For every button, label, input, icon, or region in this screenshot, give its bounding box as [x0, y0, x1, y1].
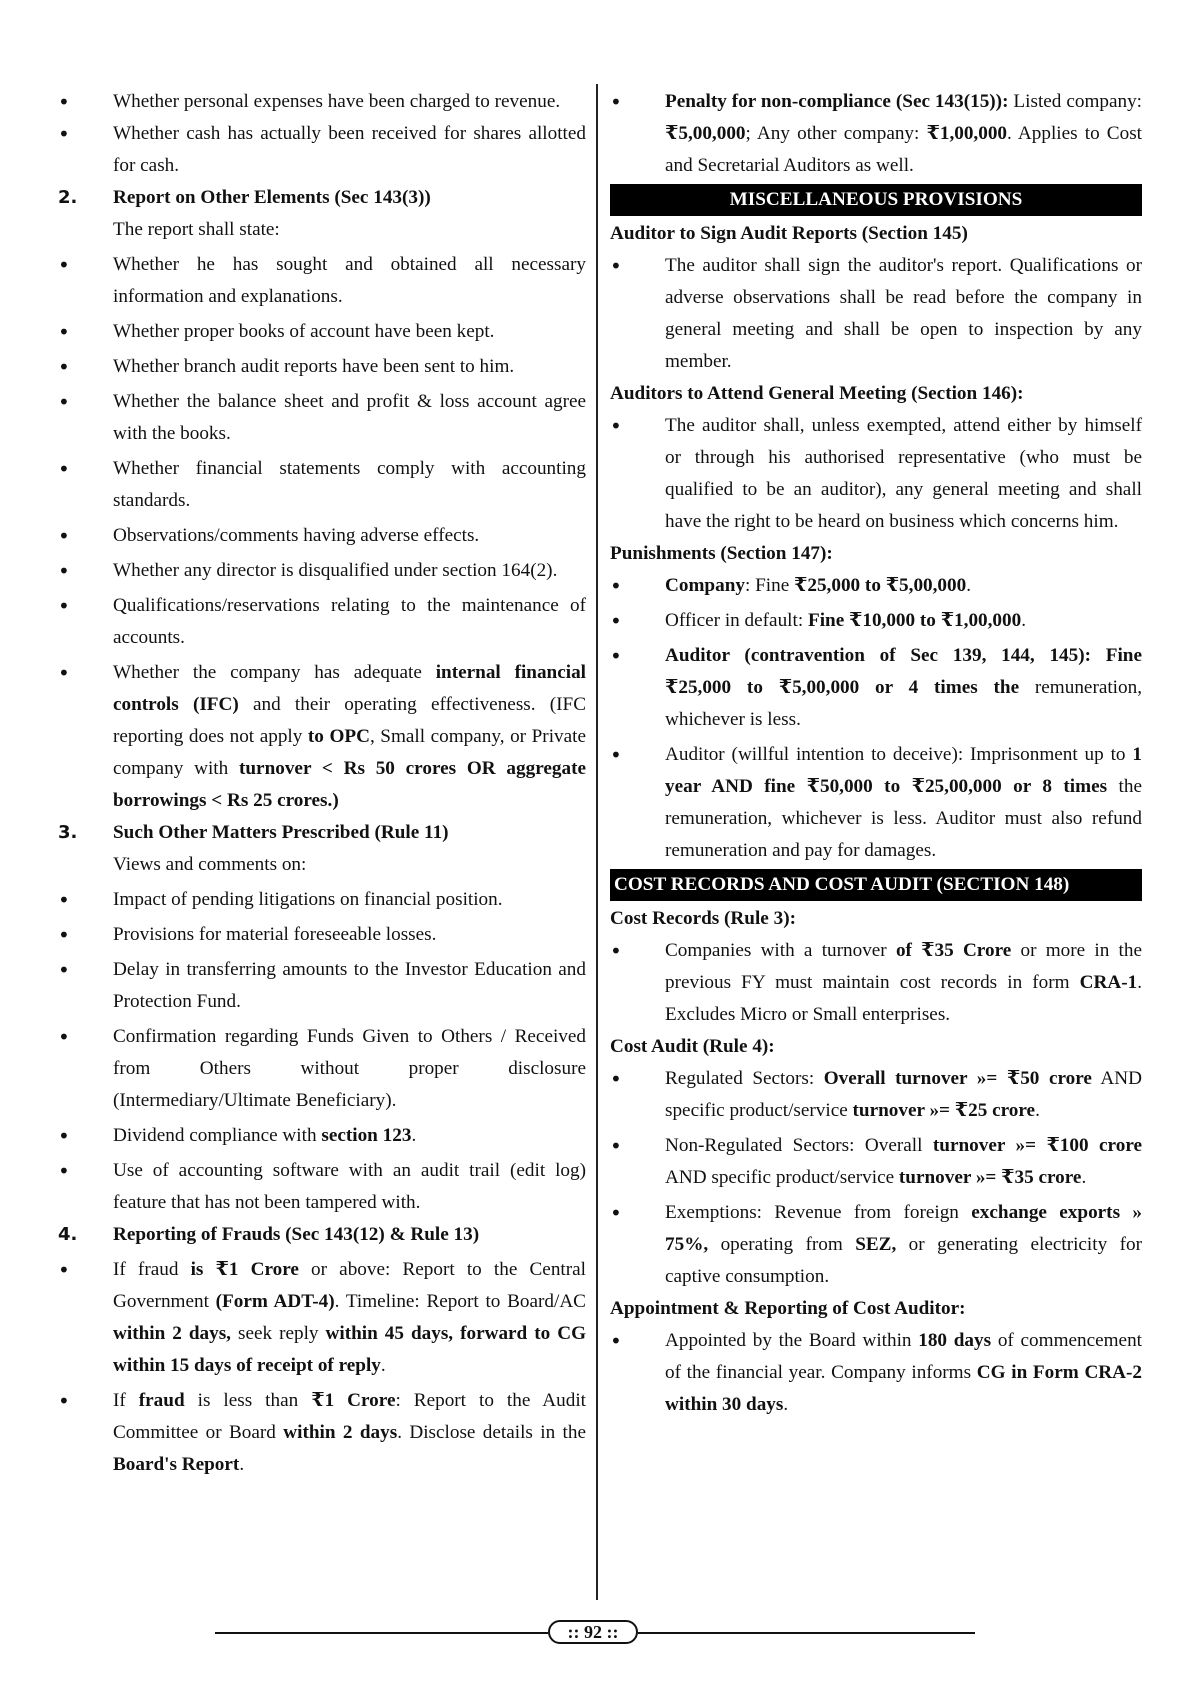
bullet-icon: •	[610, 574, 622, 598]
bullet-icon: •	[58, 457, 70, 481]
bullet-icon: •	[58, 1258, 70, 1282]
bullet-icon: •	[58, 253, 70, 277]
bullet-icon: •	[610, 939, 622, 963]
bullet-icon: •	[58, 390, 70, 414]
subsection-heading: Auditors to Attend General Meeting (Section 146):	[610, 383, 1024, 404]
bullet-icon: •	[58, 1389, 70, 1413]
bullet-icon: •	[610, 254, 622, 278]
list-item: • Whether the company has adequate internal financial controls (IFC) and their operating effectiveness. (IFC reporting does not apply to OPC, Small company, or Private company with turnover < Rs 50 crores OR aggregate borrowings < Rs 25 crores.)	[58, 657, 586, 817]
list-item: • Whether branch audit reports have been sent to him.	[58, 351, 586, 383]
list-item: • The auditor shall sign the auditor's report. Qualifications or adverse observations shall be read before the company in general meeting and shall be open to inspection by any member.	[610, 250, 1142, 378]
list-item: • Whether cash has actually been received for shares allotted for cash.	[58, 118, 586, 182]
subsection-heading: Appointment & Reporting of Cost Auditor:	[610, 1298, 966, 1319]
list-item: • Confirmation regarding Funds Given to Others / Received from Others without proper disclosure (Intermediary/Ultimate Beneficiary).	[58, 1021, 586, 1117]
list-item: • Whether any director is disqualified under section 164(2).	[58, 555, 586, 587]
list-item: • Observations/comments having adverse effects.	[58, 520, 586, 552]
bullet-icon: •	[58, 355, 70, 379]
bullet-icon: •	[58, 1025, 70, 1049]
bullet-icon: •	[610, 609, 622, 633]
section-heading: 4. Reporting of Frauds (Sec 143(12) & Rule 13)	[58, 1224, 480, 1245]
bullet-icon: •	[610, 90, 622, 114]
list-item: • Companies with a turnover of ₹35 Crore or more in the previous FY must maintain cost records in form CRA-1. Excludes Micro or Small enterprises.	[610, 935, 1142, 1031]
list-item: • If fraud is ₹1 Crore or above: Report to the Central Government (Form ADT-4). Timeline: Report to Board/AC within 2 days, seek reply within 45 days, forward to CG within 15 days of receipt of reply.	[58, 1254, 586, 1382]
list-item: • Dividend compliance with section 123.	[58, 1120, 586, 1152]
list-item: • Delay in transferring amounts to the Investor Education and Protection Fund.	[58, 954, 586, 1018]
list-item: • Regulated Sectors: Overall turnover »= ₹50 crore AND specific product/service turnover »= ₹25 crore.	[610, 1063, 1142, 1127]
bullet-icon: •	[610, 414, 622, 438]
bullet-icon: •	[58, 923, 70, 947]
bullet-icon: •	[58, 320, 70, 344]
list-item: • If fraud is less than ₹1 Crore: Report to the Audit Committee or Board within 2 days. Disclose details in the Board's Report.	[58, 1385, 586, 1481]
list-item: • Whether the balance sheet and profit & loss account agree with the books.	[58, 386, 586, 450]
bullet-icon: •	[58, 1124, 70, 1148]
list-item: • Auditor (contravention of Sec 139, 144, 145): Fine ₹25,000 to ₹5,00,000 or 4 times the remuneration, whichever is less.	[610, 640, 1142, 736]
list-item: • Whether he has sought and obtained all necessary information and explanations.	[58, 249, 586, 313]
section-intro: The report shall state:	[113, 219, 280, 240]
subsection-heading: Cost Audit (Rule 4):	[610, 1036, 775, 1057]
list-item: • Non-Regulated Sectors: Overall turnover »= ₹100 crore AND specific product/service turnover »= ₹35 crore.	[610, 1130, 1142, 1194]
list-item: • Whether personal expenses have been charged to revenue.	[58, 86, 586, 118]
bullet-icon: •	[58, 594, 70, 618]
list-item: • Whether proper books of account have been kept.	[58, 316, 586, 348]
list-item: • Company: Fine ₹25,000 to ₹5,00,000.	[610, 570, 1142, 602]
bullet-icon: •	[58, 958, 70, 982]
bullet-icon: •	[58, 524, 70, 548]
subsection-heading: Punishments (Section 147):	[610, 543, 833, 564]
list-item: • Impact of pending litigations on financial position.	[58, 884, 586, 916]
list-item: • Whether financial statements comply with accounting standards.	[58, 453, 586, 517]
left-column	[58, 86, 586, 1481]
section-3-list	[58, 884, 586, 1117]
section-2-list	[58, 249, 586, 654]
footer-rule-right	[638, 1632, 975, 1634]
bullet-icon: •	[610, 644, 622, 668]
section-intro: Views and comments on:	[113, 854, 307, 875]
footer-rule-left	[215, 1632, 548, 1634]
subsection-heading: Cost Records (Rule 3):	[610, 908, 796, 929]
list-item: • Appointed by the Board within 180 days of commencement of the financial year. Company informs CG in Form CRA-2 within 30 days.	[610, 1325, 1142, 1421]
list-item: • Use of accounting software with an audit trail (edit log) feature that has not been tampered with.	[58, 1155, 586, 1219]
bullet-icon: •	[610, 1329, 622, 1353]
section-banner: COST RECORDS AND COST AUDIT (SECTION 148)	[610, 869, 1142, 901]
bullet-icon: •	[58, 1159, 70, 1183]
bullet-icon: •	[58, 888, 70, 912]
list-item: • The auditor shall, unless exempted, attend either by himself or through his authorised representative (who must be qualified to be an auditor), any general meeting and shall have the right to be heard on business which concerns him.	[610, 410, 1142, 538]
bullet-icon: •	[610, 1067, 622, 1091]
column-divider	[596, 84, 598, 1600]
list-item: • Auditor (willful intention to deceive): Imprisonment up to 1 year AND fine ₹50,000 to ₹25,00,000 or 8 times the remuneration, whichever is less. Auditor must also refund remuneration and pay for damages.	[610, 739, 1142, 867]
list-item: • Exemptions: Revenue from foreign exchange exports » 75%, operating from SEZ, or generating electricity for captive consumption.	[610, 1197, 1142, 1293]
list-item: • Qualifications/reservations relating to the maintenance of accounts.	[58, 590, 586, 654]
bullet-icon: •	[610, 1134, 622, 1158]
page-footer	[215, 1620, 975, 1644]
subsection-heading: Auditor to Sign Audit Reports (Section 145)	[610, 223, 968, 244]
bullet-icon: •	[58, 122, 70, 146]
bullet-icon: •	[610, 1201, 622, 1225]
bullet-icon: •	[610, 743, 622, 767]
list-item: • Penalty for non-compliance (Sec 143(15)): Listed company: ₹5,00,000; Any other company: ₹1,00,000. Applies to Cost and Secretarial Auditors as well.	[610, 86, 1142, 182]
bullet-icon: •	[58, 559, 70, 583]
bullet-icon: •	[58, 661, 70, 685]
section-banner: MISCELLANEOUS PROVISIONS	[610, 184, 1142, 216]
list-item: • Provisions for material foreseeable losses.	[58, 919, 586, 951]
bullet-icon: •	[58, 90, 70, 114]
section-heading: 2. Report on Other Elements (Sec 143(3))	[58, 187, 431, 208]
section-heading: 3. Such Other Matters Prescribed (Rule 11)	[58, 822, 449, 843]
right-column	[610, 86, 1142, 1421]
page-number: :: 92 ::	[548, 1620, 638, 1644]
list-item: • Officer in default: Fine ₹10,000 to ₹1,00,000.	[610, 605, 1142, 637]
